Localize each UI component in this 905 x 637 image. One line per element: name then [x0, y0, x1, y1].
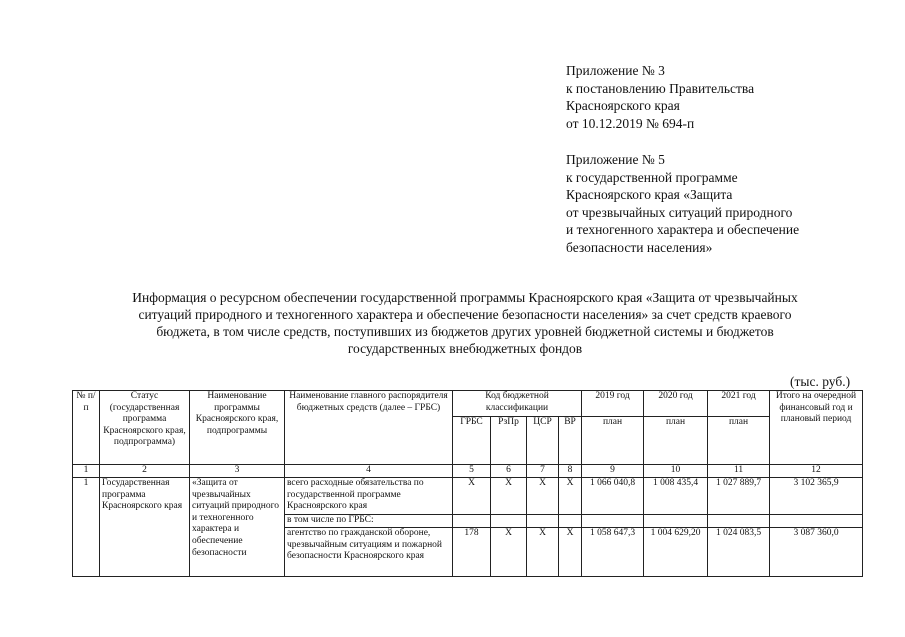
header-plan-2021: план [708, 417, 770, 465]
column-number: 2 [100, 465, 190, 478]
row-value-total: 3 102 365,9 [770, 478, 863, 515]
appendix-5-block [566, 151, 799, 256]
empty-cell [527, 515, 559, 528]
appendix-3-line: к постановлению Правительства [566, 80, 755, 96]
column-number: 7 [527, 465, 559, 478]
column-number: 11 [708, 465, 770, 478]
header-2021: 2021 год [708, 391, 770, 417]
row-value-2021: 1 027 889,7 [708, 478, 770, 515]
header-2020: 2020 год [644, 391, 708, 417]
appendix-5-line: и техногенного характера и обеспечение [566, 222, 800, 237]
appendix-3-line: Приложение № 3 [566, 63, 665, 78]
row-rzpr-code: Х [491, 528, 527, 577]
empty-cell [582, 515, 644, 528]
header-vr: ВР [559, 417, 582, 465]
appendix-5-line: к государственной программе [566, 169, 738, 185]
row-number: 1 [73, 478, 100, 577]
empty-cell [770, 515, 863, 528]
title-line: государственных внебюджетных фондов [347, 341, 583, 356]
header-budget-code: Код бюджетной классификации [453, 391, 582, 417]
header-total: Итого на очередной финансовый год и плановый период [770, 391, 863, 465]
column-number: 5 [453, 465, 491, 478]
empty-cell [708, 515, 770, 528]
table-row [73, 478, 863, 515]
document-title [40, 289, 890, 357]
appendix-3-block [566, 62, 754, 132]
header-status: Статус (государственная программа Красноярского края, подпрограмма) [100, 391, 190, 465]
row-grbs-code: 178 [453, 528, 491, 577]
row-grbs-name: в том числе по ГРБС: [285, 515, 453, 528]
header-grbs: ГРБС [453, 417, 491, 465]
header-csr: ЦСР [527, 417, 559, 465]
row-grbs-code: Х [453, 478, 491, 515]
row-vr-code: Х [559, 478, 582, 515]
title-line: Информация о ресурсном обеспечении государственной программы Красноярского края «Защита от чрезвычайных [132, 290, 798, 305]
empty-cell [491, 515, 527, 528]
column-number: 4 [285, 465, 453, 478]
header-program-name: Наименование программы Красноярского края, подпрограммы [190, 391, 285, 465]
header-2019: 2019 год [582, 391, 644, 417]
column-number: 1 [73, 465, 100, 478]
header-rzpr: РзПр [491, 417, 527, 465]
row-value-2019: 1 066 040,8 [582, 478, 644, 515]
title-line: ситуаций природного и техногенного характера и обеспечение безопасности населения» за счет средств краевого [138, 307, 792, 322]
row-csr-code: Х [527, 528, 559, 577]
title-line: бюджета, в том числе средств, поступивших из бюджетов других уровней бюджетной системы и бюджетов [156, 324, 774, 339]
row-grbs-name: агентство по гражданской обороне, чрезвычайным ситуациям и пожарной безопасности Красноярского края [285, 528, 453, 577]
row-value-2021: 1 024 083,5 [708, 528, 770, 577]
units-label: (тыс. руб.) [790, 374, 851, 389]
appendix-5-line: Приложение № 5 [566, 152, 665, 167]
row-vr-code: Х [559, 528, 582, 577]
row-value-2020: 1 008 435,4 [644, 478, 708, 515]
row-csr-code: Х [527, 478, 559, 515]
row-value-total: 3 087 360,0 [770, 528, 863, 577]
header-row [73, 391, 863, 417]
resource-table [72, 390, 863, 577]
column-number: 12 [770, 465, 863, 478]
empty-cell [453, 515, 491, 528]
column-number: 9 [582, 465, 644, 478]
row-rzpr-code: Х [491, 478, 527, 515]
appendix-5-line: от чрезвычайных ситуаций природного [566, 204, 793, 220]
row-value-2020: 1 004 629,20 [644, 528, 708, 577]
empty-cell [644, 515, 708, 528]
appendix-5-line: Красноярского края «Защита [566, 187, 733, 202]
row-program-name: «Защита от чрезвычайных ситуаций природного и техногенного характера и обеспечение безопасности [190, 478, 285, 577]
column-number: 6 [491, 465, 527, 478]
column-number-row [73, 465, 863, 478]
header-num: № п/п [73, 391, 100, 465]
header-plan-2019: план [582, 417, 644, 465]
header-plan-2020: план [644, 417, 708, 465]
empty-cell [559, 515, 582, 528]
column-number: 8 [559, 465, 582, 478]
column-number: 10 [644, 465, 708, 478]
appendix-3-line: от 10.12.2019 № 694-п [566, 115, 695, 131]
row-value-2019: 1 058 647,3 [582, 528, 644, 577]
appendix-3-line: Красноярского края [566, 98, 680, 113]
column-number: 3 [190, 465, 285, 478]
header-grbs-name: Наименование главного распорядителя бюджетных средств (далее – ГРБС) [285, 391, 453, 465]
appendix-5-line: безопасности населения» [566, 239, 713, 255]
row-status: Государственная программа Красноярского края [100, 478, 190, 577]
row-grbs-name: всего расходные обязательства по государственной программе Красноярского края [285, 478, 453, 515]
